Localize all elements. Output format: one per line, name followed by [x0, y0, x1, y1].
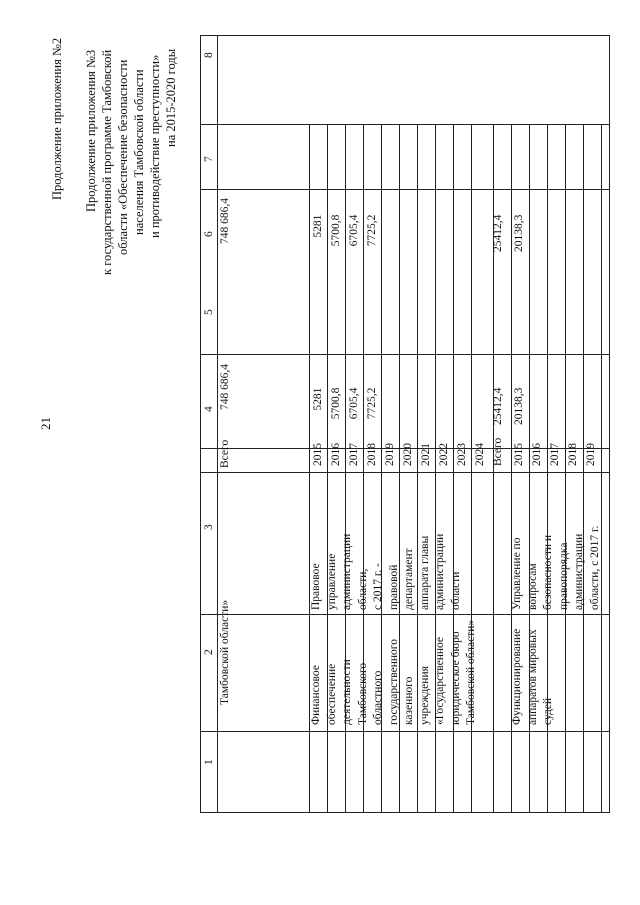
header-line-4: области «Обеспечение безопасности — [116, 59, 130, 255]
col-header-4: 4 — [203, 406, 215, 412]
text-line: казенного — [403, 676, 415, 725]
value-cell — [471, 215, 489, 252]
col-header-2: 2 — [203, 649, 215, 655]
text-line: областного — [372, 670, 384, 725]
row-b-col4 — [510, 388, 528, 425]
year-cell: 2023 — [456, 443, 468, 466]
text-line: Правовое — [310, 563, 322, 610]
text-line: администрации — [434, 533, 446, 610]
text-line: Тамбовского — [356, 662, 369, 725]
value-cell: 5700,8 — [330, 214, 342, 247]
year-cell: 2016 — [330, 443, 342, 466]
top-row-col4: 748 686,4 — [219, 364, 231, 410]
text-line: аппаратов мировых — [526, 629, 539, 725]
row-b-col6 — [510, 215, 528, 252]
col-header-8: 8 — [203, 52, 215, 58]
year-cell: 2017 — [348, 443, 360, 466]
year-cell: 2018 — [567, 443, 579, 466]
text-line: области — [449, 571, 462, 610]
row-a-col2 — [309, 620, 480, 725]
value-cell — [471, 388, 489, 425]
value-cell — [399, 215, 417, 252]
value-cell: 7725,2 — [366, 387, 378, 420]
total-label: Всего — [492, 437, 504, 466]
year-line — [601, 124, 602, 812]
col-header-6: 6 — [203, 231, 215, 237]
value-cell: 20138,3 — [513, 387, 525, 425]
year-cell: 2021 — [420, 443, 432, 466]
value-cell: 5281 — [312, 214, 324, 238]
text-line: обеспечение — [325, 663, 338, 725]
row-a-col6 — [309, 215, 507, 252]
value-cell: 7725,2 — [366, 214, 378, 247]
value-cell — [453, 388, 471, 425]
year-cell: 2022 — [438, 443, 450, 466]
header-line-5: населения Тамбовской области — [132, 69, 146, 235]
value-cell — [381, 388, 399, 425]
value-cell — [417, 388, 435, 425]
text-line: вопросам — [526, 563, 539, 610]
col-header-5: 5 — [203, 309, 215, 315]
row-a-years — [309, 438, 507, 466]
text-line: Тамбовской области» — [465, 619, 477, 725]
text-line: департамент — [403, 548, 415, 610]
text-line: учреждения — [418, 666, 431, 725]
text-line: судей — [542, 697, 554, 725]
text-line: управление — [325, 553, 338, 610]
year-line — [565, 124, 566, 812]
col-header-1: 1 — [203, 759, 215, 765]
value-cell: 6705,4 — [348, 387, 360, 420]
row-b-col2 — [510, 629, 557, 725]
row-b-years — [510, 443, 600, 466]
header-line-2: Продолжение приложения №3 — [84, 49, 98, 212]
value-cell: 5281 — [312, 387, 324, 411]
text-line: Управление по — [511, 537, 523, 610]
year-cell: 2018 — [366, 443, 378, 466]
header-line-1: Продолжение приложения №2 — [50, 37, 64, 200]
year-line — [583, 124, 584, 812]
row-b-col3 — [510, 526, 603, 610]
col-header-7: 7 — [203, 156, 215, 162]
text-line: Финансовое — [310, 665, 322, 725]
value-cell: 25412,4 — [492, 387, 504, 425]
text-line: аппарата главы — [418, 535, 431, 610]
col-header-3: 3 — [203, 524, 215, 530]
value-cell — [381, 215, 399, 252]
text-line: администрации — [341, 533, 353, 610]
text-line: правовой — [387, 564, 400, 610]
text-line: с 2017 г. - — [372, 563, 384, 610]
year-cell: 2024 — [474, 443, 486, 466]
value-cell — [399, 388, 417, 425]
value-cell — [417, 215, 435, 252]
text-line: государственного — [387, 639, 400, 725]
year-cell: 2020 — [402, 443, 414, 466]
text-line: правопорядка — [557, 542, 570, 610]
value-cell: 5700,8 — [330, 387, 342, 420]
text-line: «Государственное — [434, 636, 446, 725]
top-row-col2: Тамбовской области» — [219, 599, 231, 705]
row-a-col4 — [309, 388, 507, 425]
header-line-3: к государственной программе Тамбовской — [100, 49, 114, 275]
year-cell: 2015 — [312, 443, 324, 466]
value-cell: 6705,4 — [348, 214, 360, 247]
text-line: юридическое бюро — [449, 631, 462, 725]
value-cell — [435, 388, 453, 425]
text-line: администрации — [573, 533, 585, 610]
header-line-7: на 2015-2020 годы — [164, 48, 178, 147]
table-border — [217, 36, 218, 812]
value-cell — [453, 215, 471, 252]
text-line: Функционирование — [511, 628, 523, 725]
text-line: деятельности — [341, 659, 353, 725]
value-cell: 20138,3 — [513, 214, 525, 252]
header-line-6: и противодействие преступности» — [148, 54, 162, 238]
year-cell: 2019 — [585, 443, 597, 466]
text-line: области, с 2017 г. — [588, 525, 601, 610]
row-a-col3 — [309, 534, 464, 610]
year-cell: 2017 — [549, 443, 561, 466]
year-cell: 2015 — [513, 443, 525, 466]
year-cell: 2019 — [384, 443, 396, 466]
year-cell: 2016 — [531, 443, 543, 466]
page-number: 21 — [38, 417, 53, 430]
value-cell — [435, 215, 453, 252]
top-row-col6: 748 686,4 — [219, 198, 231, 244]
text-line: безопасности и — [542, 534, 554, 610]
text-line: области, — [356, 568, 369, 610]
value-cell: 25412,4 — [492, 214, 504, 252]
top-row-total-label: Всего — [219, 439, 231, 468]
